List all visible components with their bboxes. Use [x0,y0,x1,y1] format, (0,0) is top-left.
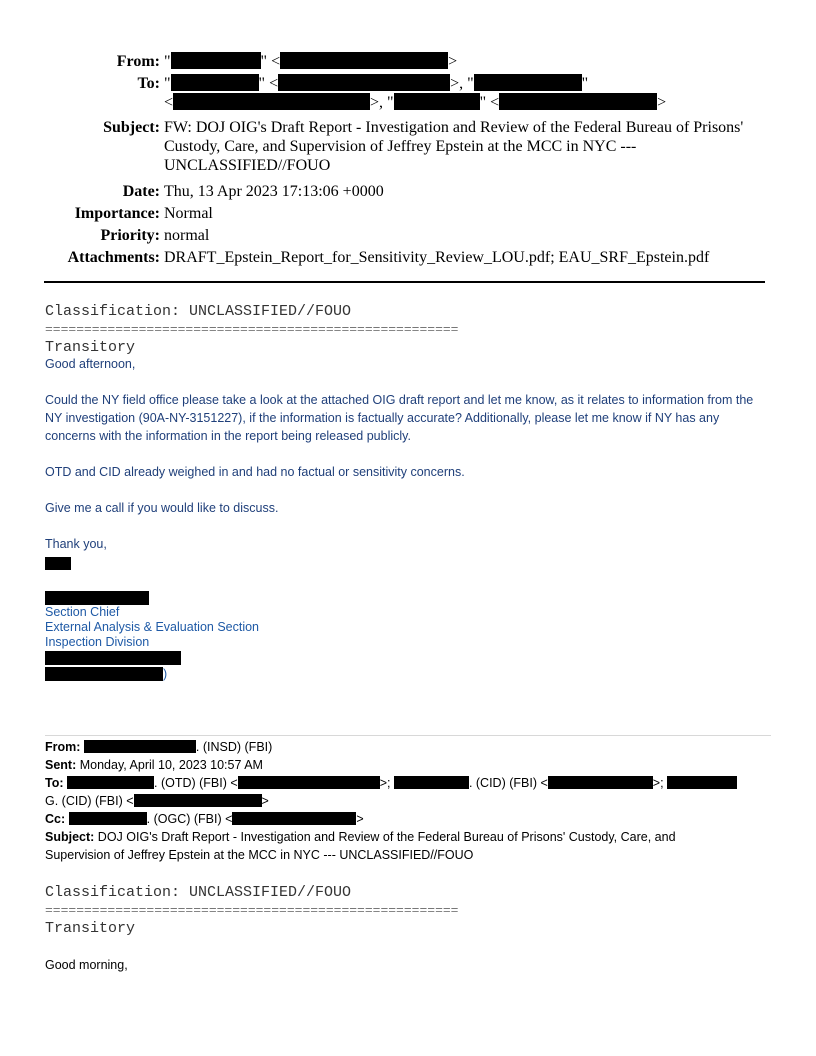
redaction [232,812,356,825]
redaction [67,776,154,789]
fwd-sent-row [45,756,263,774]
priority-row [0,226,816,248]
priority-label: Priority: [100,227,160,244]
transitory-line: Transitory [45,339,136,356]
message-divider [45,735,771,736]
subject-label: Subject: [103,119,160,136]
paragraph-1: Could the NY field office please take a look at the attached OIG draft report and let me know, as it relates to information from the NY investigation (90A-NY-3151227), if the information is factually accurate? Additionally, please let me know if NY has any concerns with the information in the report being released publicly. [45,393,754,443]
fwd-to-text: G. (CID) (FBI) < [45,794,134,808]
signature-title: Section Chief [45,605,120,619]
importance-value: Normal [164,205,213,222]
fwd-to-row-2 [45,792,269,810]
redaction [667,776,737,789]
fwd-cc-row [45,810,364,828]
redaction [171,52,261,69]
fwd-from-label: From: [45,740,81,754]
greeting: Good afternoon, [45,357,136,371]
separator-line: ===================================================== [45,322,459,337]
importance-row [0,204,816,226]
name-redaction [45,591,149,605]
fwd-cc-text: > [356,812,364,826]
fwd-to-label: To: [45,776,64,790]
to-label: To: [137,75,160,92]
classification-line: Classification: UNCLASSIFIED//FOUO [45,303,352,320]
redaction [394,93,480,110]
separator-line-2: ===================================================== [45,903,459,918]
paragraph-3: Give me a call if you would like to discuss. [45,501,279,515]
phone-redaction [45,651,181,665]
redaction [69,812,147,825]
phone-redaction [45,667,163,681]
redaction [394,776,469,789]
redaction [238,776,380,789]
attachments-label: Attachments: [67,249,160,266]
date-value: Thu, 13 Apr 2023 17:13:06 +0000 [164,183,384,200]
redaction [499,93,657,110]
paragraph-2: OTD and CID already weighed in and had no factual or sensitivity concerns. [45,465,465,479]
subject-row [0,118,816,182]
fwd-subject-label: Subject: [45,830,95,844]
priority-value: normal [164,227,210,244]
from-label: From: [116,53,160,70]
fwd-to-text: . (CID) (FBI) < [468,776,548,790]
redaction [84,740,196,753]
fwd-to-text: > [261,794,269,808]
from-row: From: " " < > [116,53,458,70]
fwd-subject-row [45,828,725,864]
fwd-to-row [45,774,771,792]
fwd-to-text: . (OTD) (FBI) < [154,776,238,790]
redaction [278,74,450,91]
importance-label: Importance: [74,205,160,222]
signature-section: External Analysis & Evaluation Section [45,620,260,634]
fwd-cc-label: Cc: [45,812,66,826]
fwd-sent-value: Monday, April 10, 2023 10:57 AM [79,758,263,772]
redaction [171,74,259,91]
classification-line-2: Classification: UNCLASSIFIED//FOUO [45,884,352,901]
email-header [0,52,816,270]
fwd-sent-label: Sent: [45,758,77,772]
signature-paren: ) [163,667,168,681]
redaction [548,776,653,789]
redaction [474,74,582,91]
fwd-to-text: >; [379,776,394,790]
fwd-from-row [45,738,272,756]
signature-division: Inspection Division [45,635,150,649]
subject-value: FW: DOJ OIG's Draft Report - Investigation and Review of the Federal Bureau of Prisons' Custody, Care, and Supervision of Jeffrey Epstein at the MCC in NYC --- UNCLASSIFIED//FOUO [164,119,744,174]
attachments-value[interactable]: DRAFT_Epstein_Report_for_Sensitivity_Review_LOU.pdf; EAU_SRF_Epstein.pdf [164,249,710,266]
signature-redaction [45,557,71,570]
to-row: To: " " < >, " " < >, " " < > [137,75,667,111]
redaction [134,794,262,807]
fwd-subject-value: DOJ OIG's Draft Report - Investigation and Review of the Federal Bureau of Prisons' Custody, Care, and Supervision of Jeffrey Epstein at the MCC in NYC --- UNCLASSIFIED//FOUO [45,830,676,862]
transitory-line-2: Transitory [45,920,136,937]
attachments-row [0,248,816,270]
fwd-to-text: >; [652,776,668,790]
greeting-2: Good morning, [45,958,128,972]
date-label: Date: [122,183,160,200]
date-row [0,182,816,204]
redaction [173,93,370,110]
closing: Thank you, [45,537,107,551]
redaction [280,52,448,69]
fwd-cc-text: . (OGC) (FBI) < [146,812,233,826]
header-divider [44,281,765,283]
fwd-from-suffix: . (INSD) (FBI) [195,740,273,754]
